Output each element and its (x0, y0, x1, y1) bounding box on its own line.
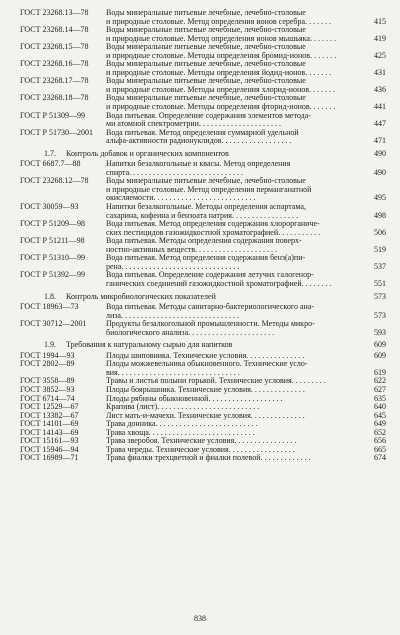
entry-page: 609 (374, 350, 386, 360)
entry-title (106, 60, 386, 77)
toc-entry (20, 94, 386, 111)
toc-entry (20, 437, 386, 446)
entry-title-line (106, 137, 386, 146)
entry-title (106, 386, 386, 395)
entry-title (106, 26, 386, 43)
leader: . . . . . . . . . . . . . . . . . (231, 211, 298, 220)
entry-page: 471 (374, 136, 386, 146)
entry-title (106, 412, 386, 421)
entry-title-line (106, 280, 386, 289)
entry-title-line (106, 160, 386, 169)
entry-page: 573 (374, 310, 386, 320)
entry-title (106, 112, 386, 129)
standard-code: ГОСТ 3558—89 (20, 377, 75, 386)
leader: . . . . . . . . . . . . . . . . . . . . . . (188, 328, 275, 337)
entry-page: 593 (374, 327, 386, 337)
entry-title (106, 271, 386, 288)
entry-title (106, 437, 386, 446)
leader: . . . . . . . . . . . . . . . . . . . . . . . . . . (157, 403, 260, 412)
entry-title (106, 454, 386, 463)
toc-entry (20, 203, 386, 220)
entry-title-text: биологического анализа (106, 328, 189, 337)
entry-title-line (106, 395, 386, 404)
entry-title-line (106, 112, 386, 121)
standard-code: ГОСТ 18963—73 (20, 303, 79, 312)
entry-title-line (106, 169, 386, 178)
entry-title-text: Воды минеральные питьевые лечебные, лечебно-столовые (106, 77, 306, 86)
entry-title (106, 320, 386, 337)
entry-title-line (106, 329, 386, 338)
entry-title-line (106, 312, 386, 321)
entry-page: 447 (374, 119, 386, 129)
leader: . . . . . . . . . . . . . . . . . . . (208, 394, 283, 403)
entry-page: 645 (374, 410, 386, 420)
entry-page: 498 (374, 210, 386, 220)
entry-title-line (106, 9, 386, 18)
standard-code: ГОСТ 23268.14—78 (20, 26, 89, 35)
section-number: 1.9. (44, 340, 56, 350)
section-title: Контроль микробиологических показателей (66, 291, 216, 301)
standard-code: ГОСТ Р 51392—99 (20, 271, 85, 280)
section-title: Контроль добавок и органических компонентов (66, 148, 229, 158)
entry-page: 490 (374, 167, 386, 177)
entry-title-line (106, 246, 386, 255)
entry-page: 674 (374, 453, 386, 463)
entry-title (106, 129, 386, 146)
entry-title-text: Вода питьевая. Метод определения содержания хлорорганиче- (106, 220, 320, 229)
entry-title-line (106, 212, 386, 221)
entry-page: 495 (374, 193, 386, 203)
toc-entry (20, 386, 386, 395)
entry-title-line (106, 271, 386, 280)
standard-code: ГОСТ 15161—93 (20, 437, 79, 446)
entry-title-line (106, 429, 386, 438)
standard-code: ГОСТ 23268.17—78 (20, 77, 89, 86)
toc-entry (20, 129, 386, 146)
entry-title (106, 77, 386, 94)
entry-title-line (106, 420, 386, 429)
toc-entry (20, 77, 386, 94)
standard-code: ГОСТ Р 51310—99 (20, 254, 85, 263)
entry-title-text: Трава донника (106, 420, 156, 429)
standard-code: ГОСТ 14101—69 (20, 420, 79, 429)
toc-entry (20, 403, 386, 412)
entry-page: 537 (374, 261, 386, 271)
entry-page: 425 (374, 50, 386, 60)
entry-title-line (106, 77, 386, 86)
entry-title-line (106, 320, 386, 329)
entry-title (106, 352, 386, 361)
entry-title-line (106, 43, 386, 52)
entry-page: 622 (374, 376, 386, 386)
leader: . . . . . . . . . (291, 377, 326, 386)
toc-entry (20, 9, 386, 26)
toc-entry (20, 320, 386, 337)
toc-entry (20, 420, 386, 429)
standard-code: ГОСТ Р 51209—98 (20, 220, 85, 229)
leader: . . . . . . . . . . . . . . . . . . . . . . . . . . . (148, 428, 255, 437)
entry-title-text: Воды минеральные питьевые лечебные, лечебно-столовые (106, 60, 306, 69)
entry-title-text: и природные столовые. Метод определения перманганатной (106, 185, 312, 194)
toc-entry (20, 254, 386, 271)
leader: . . . . . . . . . . . . . (260, 454, 311, 463)
table-of-contents (20, 9, 386, 463)
standard-code: ГОСТ 3852—93 (20, 385, 75, 394)
entry-title-line (106, 203, 386, 212)
entry-title (106, 160, 386, 177)
standard-code: ГОСТ 2802—89 (20, 360, 75, 369)
entry-title-text: Вода питьевая. Методы определения содержания поверх- (106, 237, 302, 246)
leader: . . . . . . . . . . . . . . . . . (228, 445, 295, 454)
entry-title (106, 43, 386, 60)
toc-entry (20, 303, 386, 320)
entry-title-text: и природные столовые. Метод определения ионов серебра (106, 17, 306, 26)
leader: . . . . . . . (305, 17, 332, 26)
entry-title-text: рена (106, 262, 122, 271)
standard-code: ГОСТ 6714—74 (20, 394, 75, 403)
standard-code: ГОСТ 23268.18—78 (20, 94, 89, 103)
entry-title-text: Воды минеральные питьевые лечебные, лечебно-столовые (106, 43, 306, 52)
page-number: 838 (194, 614, 206, 623)
entry-title-line (106, 360, 386, 369)
entry-title-line (106, 454, 386, 463)
entry-title-text: Травы и листья полыни горькой. Технические условия (106, 377, 292, 386)
entry-page: 415 (374, 16, 386, 26)
section-number: 1.8. (44, 291, 56, 301)
entry-title-line (106, 303, 386, 312)
entry-title-line (106, 26, 386, 35)
entry-title-text: и природные столовые. Методы определения хлорид-ионов (106, 85, 310, 94)
leader: . . . . . . . (310, 51, 337, 60)
toc-entry (20, 395, 386, 404)
standard-code: ГОСТ 30059—93 (20, 203, 79, 212)
entry-title-line (106, 237, 386, 246)
toc-entry (20, 446, 386, 455)
leader: . . . . . . . . . . . . . . . . . . . . . (198, 120, 281, 129)
entry-title (106, 377, 386, 386)
leader: . . . . . . . . . . . . . . . . . . . . . . . . . . . . . . (121, 262, 240, 271)
section-page: 573 (374, 291, 386, 301)
leader: . . . . . . . . . . . . . . . . . . . . . . . . . . (153, 194, 256, 203)
entry-title-text: Трава зверобоя. Технические условия (106, 437, 235, 446)
entry-title-line (106, 412, 386, 421)
entry-title (106, 94, 386, 111)
entry-page: 506 (374, 227, 386, 237)
entry-title-text: сахарина, кофеина и бензоата натрия (106, 211, 232, 220)
entry-title-line (106, 94, 386, 103)
entry-title-text: и природные столовые. Методы определения йодид-ионов (106, 68, 306, 77)
entry-title-line (106, 254, 386, 263)
entry-title (106, 403, 386, 412)
leader: . . . . . . . . . . . (278, 228, 321, 237)
standard-code: ГОСТ Р 51730—2001 (20, 128, 93, 137)
entry-title-text: Вода питьевая. Метод определения суммарной удельной (106, 128, 299, 137)
leader: . . . . . . . . . . . . . . . . . . . . . . . . . . . . . . . (117, 368, 240, 377)
toc-entry (20, 237, 386, 254)
entry-title-text: ских пестицидов газожидкостной хроматографией (106, 228, 279, 237)
entry-page: 656 (374, 436, 386, 446)
leader: . . . . . . . (309, 34, 336, 43)
entry-title-line (106, 377, 386, 386)
entry-title-line (106, 403, 386, 412)
entry-title-line (106, 35, 386, 44)
entry-title-text: Крапива (лист) (106, 403, 158, 412)
entry-title-text: Воды минеральные питьевые лечебные, лечебно-столовые (106, 9, 306, 17)
entry-title-line (106, 220, 386, 229)
entry-title-text: ностно-активных веществ (106, 245, 196, 254)
entry-title-text: Трава фиалки трехцветной и фиалки полевой (106, 454, 261, 463)
entry-title-text: Плоды можжевельника обыкновенного. Технические усло- (106, 360, 308, 369)
entry-title (106, 254, 386, 271)
entry-title (106, 360, 386, 377)
entry-title-text: Напитки безалкогольные и квасы. Метод определения (106, 160, 291, 169)
entry-title-line (106, 446, 386, 455)
entry-page: 635 (374, 393, 386, 403)
toc-entry (20, 112, 386, 129)
standard-code: ГОСТ 13382—67 (20, 411, 79, 420)
standard-code: ГОСТ 16989—71 (20, 454, 79, 463)
leader: . . . . . . . . . . . . . . . . . . . . . . . . . . . . . (129, 168, 244, 177)
standard-code: ГОСТ 14143—69 (20, 428, 79, 437)
leader: . . . . . . . . . . . . . . . . . . . . . (195, 245, 278, 254)
leader: . . . . . . . (309, 85, 336, 94)
entry-title-text: Вода питьевая. Определение содержания летучих галогенор- (106, 271, 314, 280)
toc-entry (20, 160, 386, 177)
toc-entry (20, 377, 386, 386)
toc-entry (20, 220, 386, 237)
entry-title (106, 9, 386, 26)
entry-title (106, 420, 386, 429)
entry-title-text: Напитки безалкогольные. Методы определения аспартама, (106, 203, 306, 212)
entry-title-text: Продукты безалкогольной промышленности. Методы микро- (106, 320, 315, 329)
entry-title-line (106, 103, 386, 112)
entry-title-text: Воды минеральные питьевые лечебные, лечебно-столовые (106, 26, 306, 35)
entry-title-text: Плоды боярышника. Технические условия (106, 385, 251, 394)
standard-code: ГОСТ 23268.16—78 (20, 60, 89, 69)
entry-title-text: Вода питьевая. Определение содержания элементов метода- (106, 111, 311, 120)
entry-page: 441 (374, 102, 386, 112)
standard-code: ГОСТ 15946—94 (20, 445, 79, 454)
toc-entry (20, 412, 386, 421)
entry-page: 436 (374, 84, 386, 94)
entry-page: 649 (374, 419, 386, 429)
entry-title (106, 203, 386, 220)
entry-title-line (106, 18, 386, 27)
section-heading (20, 293, 386, 302)
entry-title-line (106, 386, 386, 395)
entry-title-text: ми атомной спектрометрии (106, 120, 199, 129)
entry-title-text: Воды минеральные питьевые лечебные, лечебно-столовые (106, 94, 306, 103)
entry-title-text: Трава череды. Технические условия (106, 445, 229, 454)
standard-code: ГОСТ 30712—2001 (20, 320, 87, 329)
standard-code: ГОСТ 6687.7—88 (20, 160, 81, 169)
entry-title-line (106, 86, 386, 95)
leader: . . . . . . . (309, 103, 336, 112)
entry-title-text: Плоды рябины обыкновенной (106, 394, 209, 403)
entry-title-text: и природные столовые. Методы определения фторид-ионов (106, 103, 310, 112)
entry-title-text: спирта (106, 168, 130, 177)
standard-code: ГОСТ 1994—93 (20, 351, 75, 360)
toc-entry (20, 177, 386, 203)
leader: . . . . . . . . . . . . . . . . . . . . . . . . . . (155, 420, 258, 429)
entry-title-line (106, 194, 386, 203)
toc-entry (20, 271, 386, 288)
entry-title (106, 177, 386, 203)
toc-entry (20, 429, 386, 438)
leader: . . . . . . . (305, 68, 332, 77)
entry-page: 519 (374, 244, 386, 254)
entry-title-text: и природные столовые. Метод определения ионов мышьяка (106, 34, 310, 43)
leader: . . . . . . . . . . . . . . . . . . . . . . . . . . . . . . (120, 311, 239, 320)
entry-title-line (106, 177, 386, 186)
entry-title-text: Вода питьевая. Метод определения содержания бенз(а)пи- (106, 254, 306, 263)
entry-title-text: Лист мать-и-мачехи. Технические условия (106, 411, 251, 420)
entry-title (106, 303, 386, 320)
entry-title (106, 395, 386, 404)
entry-title-line (106, 69, 386, 78)
entry-title-line (106, 437, 386, 446)
entry-title-text: альфа-активности радионуклидов (106, 137, 222, 146)
section-title: Требования к натуральному сырью для напитков (66, 340, 233, 350)
toc-entry (20, 26, 386, 43)
entry-title-text: Вода питьевая. Методы санитарно-бактериологического ана- (106, 303, 315, 312)
entry-title-text: и природные столовые. Методы определения бромид-ионов (106, 51, 311, 60)
entry-page: 627 (374, 384, 386, 394)
leader: . . . . . . . . . . . . . . (250, 385, 305, 394)
entry-title-text: ганических соединений газожидкостной хроматографией (106, 279, 302, 288)
standard-code: ГОСТ 12529—67 (20, 403, 79, 412)
toc-entry (20, 60, 386, 77)
entry-title-text: лиза (106, 311, 121, 320)
entry-title-line (106, 186, 386, 195)
section-page: 490 (374, 148, 386, 158)
section-heading (20, 341, 386, 350)
entry-title-text: Трава хвоща (106, 428, 149, 437)
leader: . . . . . . . . . . . . . . . (246, 351, 305, 360)
leader: . . . . . . . . . . . . . . (250, 411, 305, 420)
toc-entry (20, 352, 386, 361)
entry-page: 551 (374, 278, 386, 288)
entry-title-text: окисляемости (106, 194, 154, 203)
entry-title-line (106, 120, 386, 129)
entry-title (106, 446, 386, 455)
entry-title-line (106, 52, 386, 61)
entry-title-text: вия (106, 368, 118, 377)
toc-entry (20, 454, 386, 463)
entry-title-text: Плоды шиповника. Технические условия (106, 351, 247, 360)
entry-title (106, 237, 386, 254)
entry-title-line (106, 229, 386, 238)
entry-title-line (106, 352, 386, 361)
entry-page: 431 (374, 67, 386, 77)
standard-code: ГОСТ 23268.13—78 (20, 9, 89, 17)
entry-page: 665 (374, 444, 386, 454)
entry-page: 419 (374, 33, 386, 43)
entry-title-line (106, 369, 386, 378)
entry-title-line (106, 60, 386, 69)
section-page: 609 (374, 340, 386, 350)
entry-title-line (106, 263, 386, 272)
section-number: 1.7. (44, 148, 56, 158)
section-heading (20, 150, 386, 159)
leader: . . . . . . . . . . . . . . . . (234, 437, 297, 446)
standard-code: ГОСТ 23268.12—78 (20, 177, 89, 186)
standard-code: ГОСТ Р 51309—99 (20, 111, 85, 120)
entry-title-line (106, 129, 386, 138)
entry-title (106, 220, 386, 237)
leader: . . . . . . . . (301, 279, 332, 288)
entry-page: 652 (374, 427, 386, 437)
leader: . . . . . . . . . . . . . . . . . . (221, 137, 292, 146)
standard-code: ГОСТ 23268.15—78 (20, 43, 89, 52)
entry-title-text: Воды минеральные питьевые лечебные, лечебно-столовые (106, 177, 306, 186)
toc-entry (20, 360, 386, 377)
toc-entry (20, 43, 386, 60)
entry-title (106, 429, 386, 438)
entry-page: 619 (374, 367, 386, 377)
entry-page: 640 (374, 402, 386, 412)
standard-code: ГОСТ Р 51211—98 (20, 237, 85, 246)
